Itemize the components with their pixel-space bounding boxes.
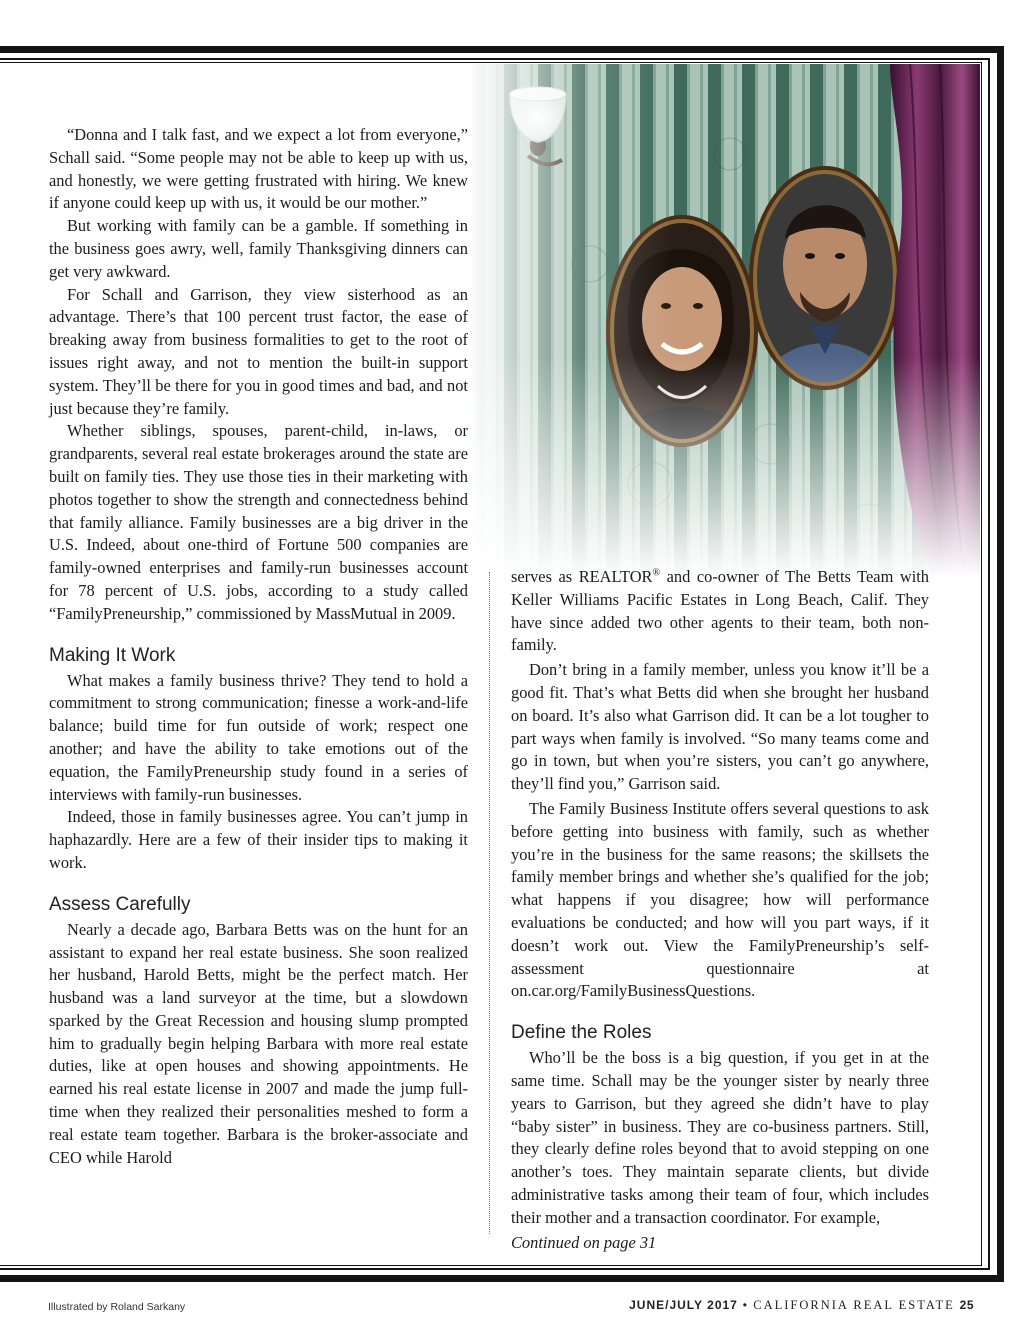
paragraph: Indeed, those in family businesses agree. You can’t jump in haphazardly. Here are a few of their insider tips to making it work. <box>49 807 468 872</box>
page-footer <box>629 1298 974 1313</box>
paragraph: But working with family can be a gamble. If something in the business goes awry, well, family Thanksgiving dinners can get very awkward. <box>49 216 468 281</box>
heading-assess-carefully: Assess Carefully <box>49 893 191 915</box>
right-column <box>511 566 929 1254</box>
paragraph: For Schall and Garrison, they view sisterhood as an advantage. There’s that 100 percent trust factor, the ease of breaking away from business formalities to get to the root of issues right away, and not to mention the built-in support system. They’ll be there for you in good times and bad, and not just because they’re family. <box>49 284 468 418</box>
continued-text-a: serves as REALTOR <box>511 567 653 586</box>
magazine-name: CALIFORNIA REAL ESTATE <box>753 1298 955 1312</box>
paragraph: Don’t bring in a family member, unless you know it’ll be a good fit. That’s what Betts did when she brought her husband on board. It’s also what Garrison did. It can be a lot tougher to part ways when family is involved. “So many teams come and go in town, but when you’re sisters, you can’t go anywhere, they’ll find you,” Garrison said. <box>511 660 929 794</box>
registered-mark: ® <box>652 567 661 579</box>
page-number: 25 <box>959 1298 974 1312</box>
paragraph: “Donna and I talk fast, and we expect a lot from everyone,” Schall said. “Some people may not be able to keep up with us, and honestly, we were getting frustrated with hiring. We knew if anyone could keep up with us, it would be our mother.” <box>49 125 468 213</box>
fade-bottom <box>470 64 980 594</box>
paragraph-continued <box>511 566 929 657</box>
paragraph: Who’ll be the boss is a big question, if you get in at the same time. Schall may be the younger sister by nearly three years to Garrison, but they agreed she didn’t have to play “baby sister” in business. They are co-business partners. Still, they clearly define roles beyond that to avoid stepping on one another’s toes. They maintain separate clients, but divide administrative tasks among their team of four, which includes their mother and a transaction coordinator. For example, <box>511 1048 929 1227</box>
paragraph: Whether siblings, spouses, parent-child, in-laws, or grandparents, several real estate brokerages around the state are built on family ties. They use those ties in their marketing with photos together to show the strength and connectedness behind that family alliance. Family businesses are a big driver in the U.S. Indeed, about one-third of Fortune 500 companies are family-owned enterprises and family-run businesses account for 78 percent of U.S. jobs, according to a study called “FamilyPreneurship,” commissioned by MassMutual in 2009. <box>49 421 468 623</box>
issue-date: JUNE/JULY 2017 <box>629 1298 738 1312</box>
family-portraits-illustration <box>470 64 980 594</box>
continued-note: Continued on page 31 <box>511 1232 657 1252</box>
illustration-svg <box>470 64 980 594</box>
left-column <box>49 124 468 1169</box>
paragraph: Nearly a decade ago, Barbara Betts was on the hunt for an assistant to expand her real estate business. She soon realized her husband, Harold Betts, might be the perfect match. Her husband was a land surveyor at the time, but a slowdown sparked by the Great Recession and housing slump prompted him to gradually begin helping Barbara with more real estate duties, like at open houses and showing appointments. He earned his real estate license in 2007 and made the jump full-time when they realized their personalities meshed to form a real estate team together. Barbara is the broker-associate and CEO while Harold <box>49 919 468 1167</box>
paragraph: What makes a family business thrive? They tend to hold a commitment to strong communication; finesse a work-and-life balance; build time for fun outside of work; respect one another; and have the ability to take emotions out of the equation, the FamilyPreneurship study found in a series of interviews with family-run businesses. <box>49 670 468 804</box>
footer-bullet: • <box>742 1298 749 1312</box>
paragraph: The Family Business Institute offers several questions to ask before getting into business with family, such as whether you’re in the business for the same reasons; the skillsets the family member brings and whether she’s qualified for the job; what happens if you disagree; how will performance evaluations be conducted; and how will you part ways, if it doesn’t work out. View the FamilyPreneurship’s self-assessment questionnaire at on.car.org/FamilyBusinessQuestions. <box>511 798 929 1001</box>
heading-making-it-work: Making It Work <box>49 644 176 666</box>
illustration-credit: Illustrated by Roland Sarkany <box>48 1301 186 1313</box>
continued-text-b: and co-owner of The Betts Team with Keller Williams Pacific Estates in Long Beach, Calif. They have since added two other agents to their team, both non-family. <box>511 567 929 655</box>
heading-define-roles: Define the Roles <box>511 1022 652 1044</box>
column-divider <box>489 572 490 1234</box>
